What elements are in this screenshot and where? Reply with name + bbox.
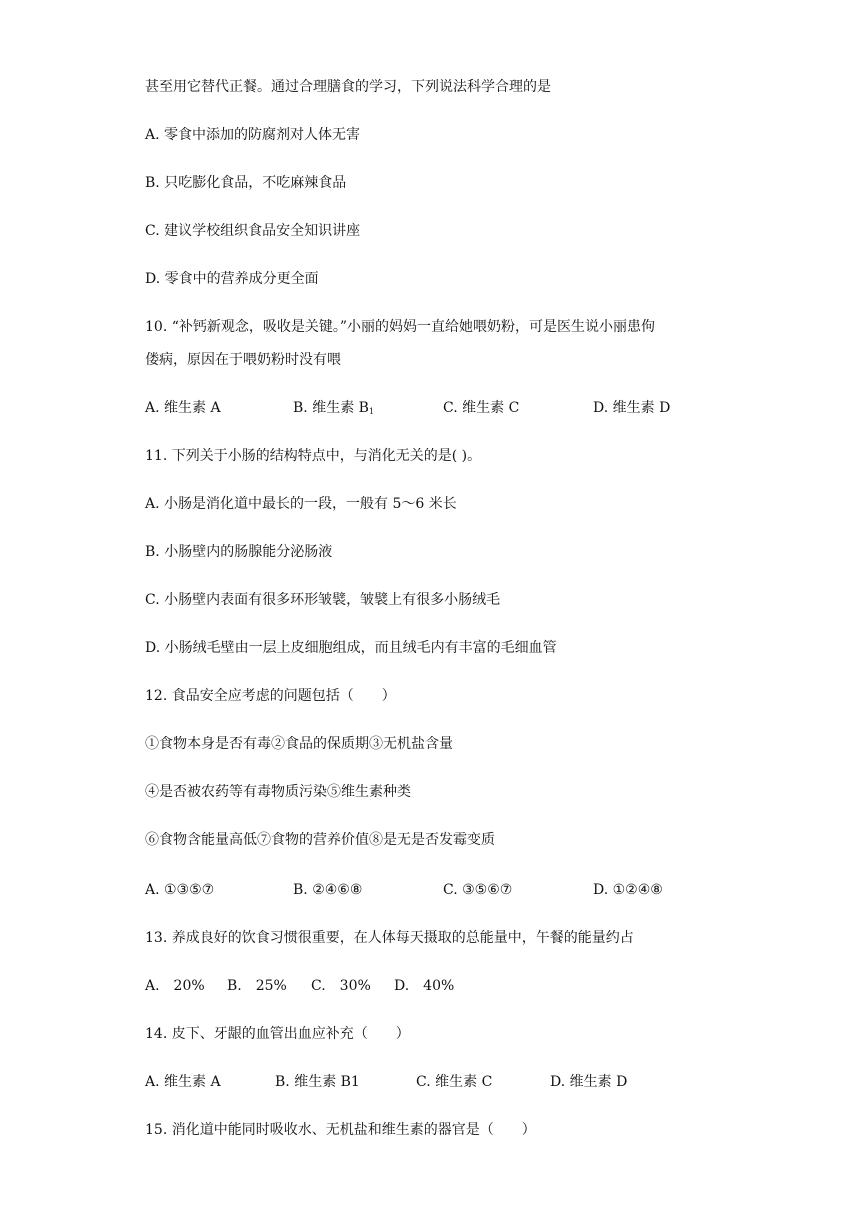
q13-option-b: B. 25% — [227, 978, 287, 994]
q10-option-d: D. 维生素 D — [593, 400, 671, 416]
option-d: D. 零食中的营养成分更全面 — [145, 271, 319, 287]
q11-option-a: A. 小肠是消化道中最长的一段，一般有 5～6 米长 — [145, 496, 457, 512]
q14-option-b: B. 维生素 B1 — [275, 1074, 360, 1090]
q10-option-b — [293, 398, 374, 418]
q14-option-c: C. 维生素 C — [416, 1074, 493, 1090]
q12-option-b: B. ②④⑥⑧ — [293, 882, 363, 898]
question-11: 11. 下列关于小肠的结构特点中，与消化无关的是( )。 — [145, 448, 482, 464]
question-10-cont: 偻病，原因在于喂奶粉时没有喂 — [145, 352, 341, 368]
q12-statement-2: ④是否被农药等有毒物质污染⑤维生素种类 — [145, 784, 411, 800]
option-b: B. 只吃膨化食品，不吃麻辣食品 — [145, 175, 347, 191]
q14-option-a: A. 维生素 A — [145, 1074, 221, 1090]
q12-statement-1: ①食物本身是否有毒②食品的保质期③无机盐含量 — [145, 736, 453, 752]
q12-option-d: D. ①②④⑧ — [593, 882, 663, 898]
q10-option-a: A. 维生素 A — [145, 400, 221, 416]
text-line: 甚至用它替代正餐。通过合理膳食的学习，下列说法科学合理的是 — [145, 79, 551, 95]
question-10: 10. “补钙新观念，吸收是关键。”小丽的妈妈一直给她喂奶粉，可是医生说小丽患佝 — [145, 319, 656, 335]
q12-option-c: C. ③⑤⑥⑦ — [443, 882, 513, 898]
q13-option-a: A. 20% — [145, 978, 205, 994]
question-14: 14. 皮下、牙龈的血管出血应补充（ ） — [145, 1026, 410, 1042]
q10-option-c: C. 维生素 C — [443, 400, 520, 416]
option-c: C. 建议学校组织食品安全知识讲座 — [145, 223, 361, 239]
q11-option-d: D. 小肠绒毛壁由一层上皮细胞组成，而且绒毛内有丰富的毛细血管 — [145, 640, 557, 656]
option-a: A. 零食中添加的防腐剂对人体无害 — [145, 127, 361, 143]
question-12: 12. 食品安全应考虑的问题包括（ ） — [145, 688, 396, 704]
q11-option-b: B. 小肠壁内的肠腺能分泌肠液 — [145, 544, 333, 560]
q10-option-b-subscript: 1 — [368, 407, 375, 416]
question-13: 13. 养成良好的饮食习惯很重要，在人体每天摄取的总能量中，午餐的能量约占 — [145, 930, 634, 946]
q14-option-d: D. 维生素 D — [550, 1074, 628, 1090]
q12-option-a: A. ①③⑤⑦ — [145, 882, 215, 898]
q11-option-c: C. 小肠壁内表面有很多环形皱襞，皱襞上有很多小肠绒毛 — [145, 592, 501, 608]
q12-statement-3: ⑥食物含能量高低⑦食物的营养价值⑧是无是否发霉变质 — [145, 832, 495, 848]
q13-option-c: C. 30% — [311, 978, 371, 994]
question-15: 15. 消化道中能同时吸收水、无机盐和维生素的器官是（ ） — [145, 1122, 536, 1138]
q13-option-d: D. 40% — [394, 978, 455, 994]
q10-option-b-text: B. 维生素 B — [293, 400, 369, 416]
